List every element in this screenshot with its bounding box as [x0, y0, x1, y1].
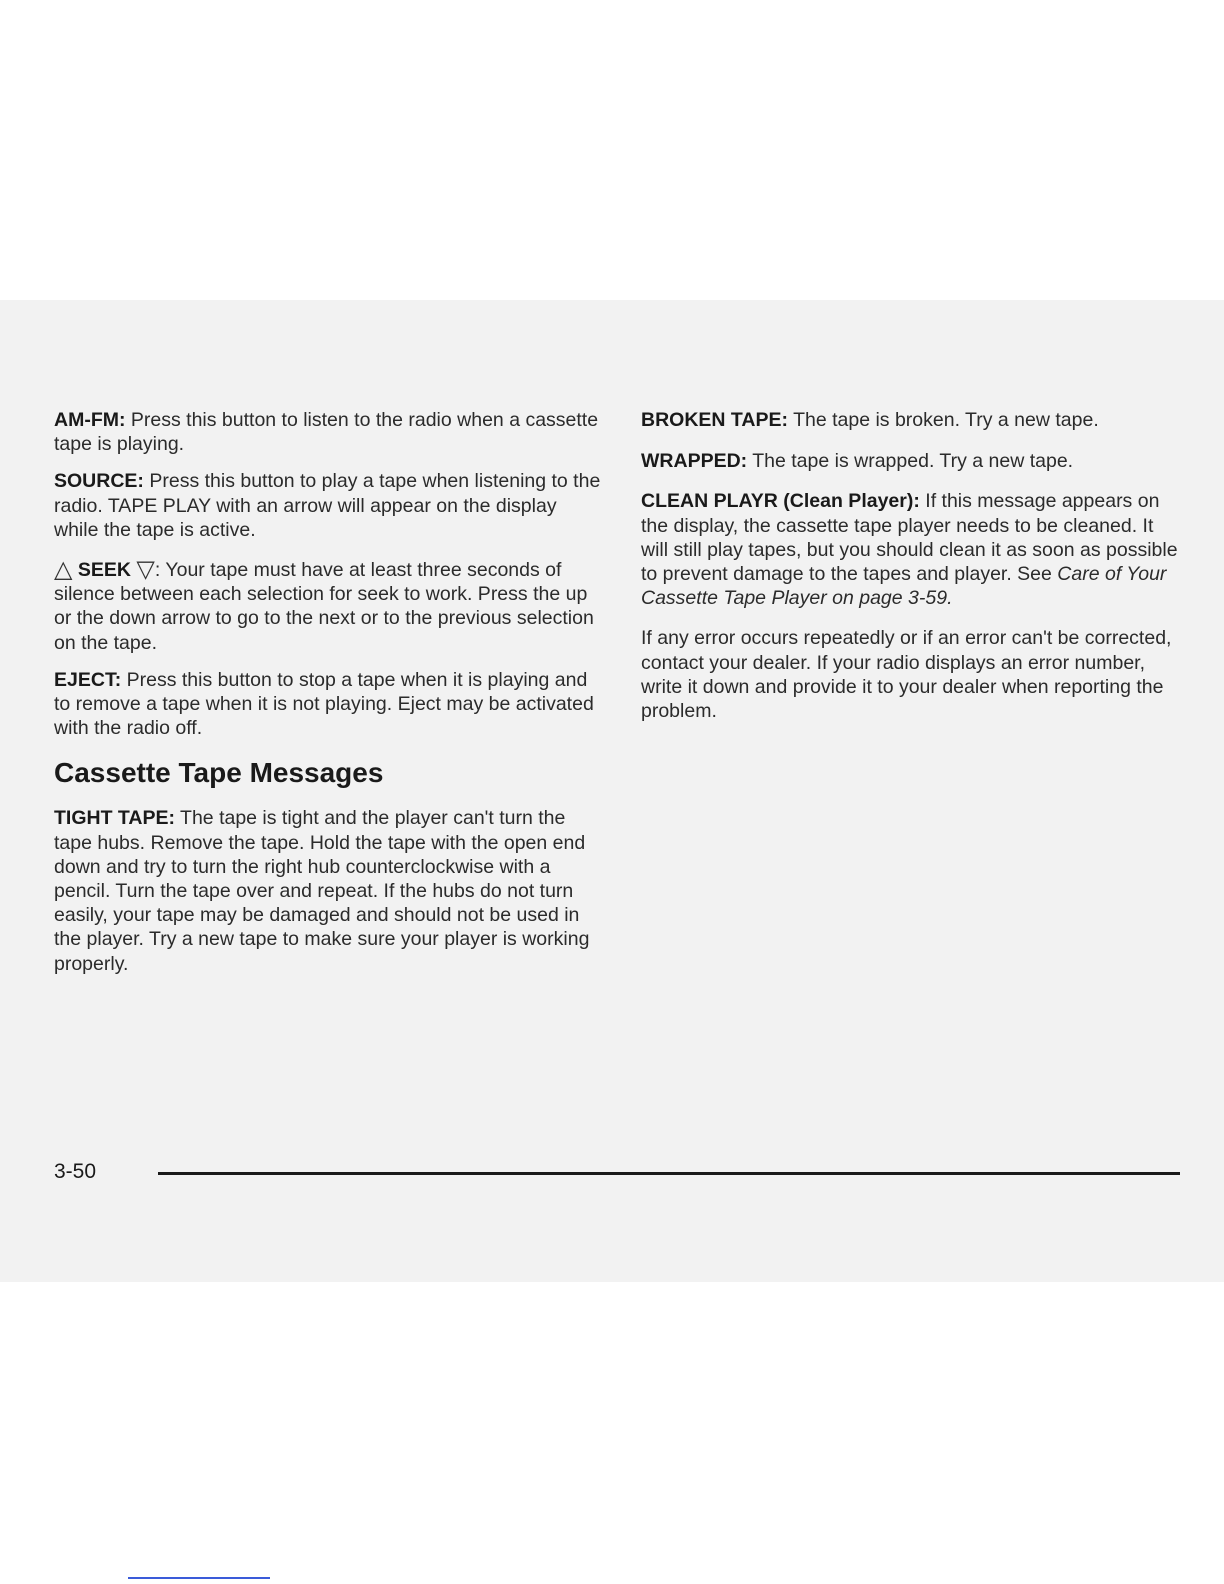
error-note-paragraph: If any error occurs repeatedly or if an error can't be corrected, contact your dealer. If your radio displays an error number, write it down and provide it to your dealer when reporting the problem. [641, 627, 1172, 723]
tight-tape-text: The tape is tight and the player can't turn the tape hubs. Remove the tape. Hold the tape with the open end down and try to turn the right hub counterclockwise with a pencil. Turn the tape over and repeat. If the hubs do not turn easily, your tape may be damaged and should not be used in the player. Try a new tape to make sure your player is working properly. [54, 807, 590, 975]
seek-text: Your tape must have at least three seconds of silence between each selection for seek to work. Press the up or the down arrow to go to the next or to the previous selection on the tape. [54, 559, 594, 654]
page-number: 3-50 [54, 1160, 97, 1183]
broken-tape-text: The tape is broken. Try a new tape. [793, 409, 1099, 431]
eject-paragraph [54, 668, 602, 741]
down-arrow-icon: ▽ [136, 556, 155, 584]
section-heading: Cassette Tape Messages [54, 757, 384, 789]
eject-text: Press this button to stop a tape when it is playing and to remove a tape when it is not playing. Eject may be activated with the radio off. [54, 668, 594, 740]
up-arrow-icon: △ [54, 556, 73, 584]
wrapped-text: The tape is wrapped. Try a new tape. [752, 450, 1074, 473]
right-column [641, 408, 1181, 736]
seek-colon: : [154, 559, 161, 582]
wrapped-paragraph [641, 449, 1181, 473]
clean-player-term: CLEAN PLAYR (Clean Player): [641, 490, 920, 513]
eject-term: EJECT: [54, 668, 122, 691]
source-text: Press this button to play a tape when listening to the radio. TAPE PLAY with an arrow will appear on the display while the tape is active. [54, 470, 601, 541]
source-paragraph [54, 469, 602, 542]
clean-player-text: If this message appears on the display, the cassette tape player needs to be cleaned. It will still play tapes, but you should clean it as soon as possible to prevent damage to the tapes and player. See [641, 490, 1178, 586]
tight-tape-term: TIGHT TAPE: [54, 807, 175, 830]
tight-tape-paragraph [54, 806, 602, 975]
am-fm-text: Press this button to listen to the radio when a cassette tape is playing. [54, 409, 599, 456]
bottom-link-underline [128, 1577, 270, 1579]
footer-rule [158, 1172, 1180, 1175]
clean-player-reference: Care of Your Cassette Tape Player on page 3-59. [641, 563, 1167, 610]
am-fm-term: AM-FM: [54, 409, 126, 431]
am-fm-paragraph [54, 408, 602, 456]
source-term: SOURCE: [54, 470, 144, 493]
broken-tape-paragraph [641, 408, 1181, 432]
wrapped-term: WRAPPED: [641, 450, 748, 473]
broken-tape-term: BROKEN TAPE: [641, 409, 788, 431]
seek-paragraph [54, 558, 602, 655]
clean-player-paragraph [641, 489, 1181, 610]
left-column [54, 408, 602, 989]
seek-term: SEEK [77, 559, 131, 582]
